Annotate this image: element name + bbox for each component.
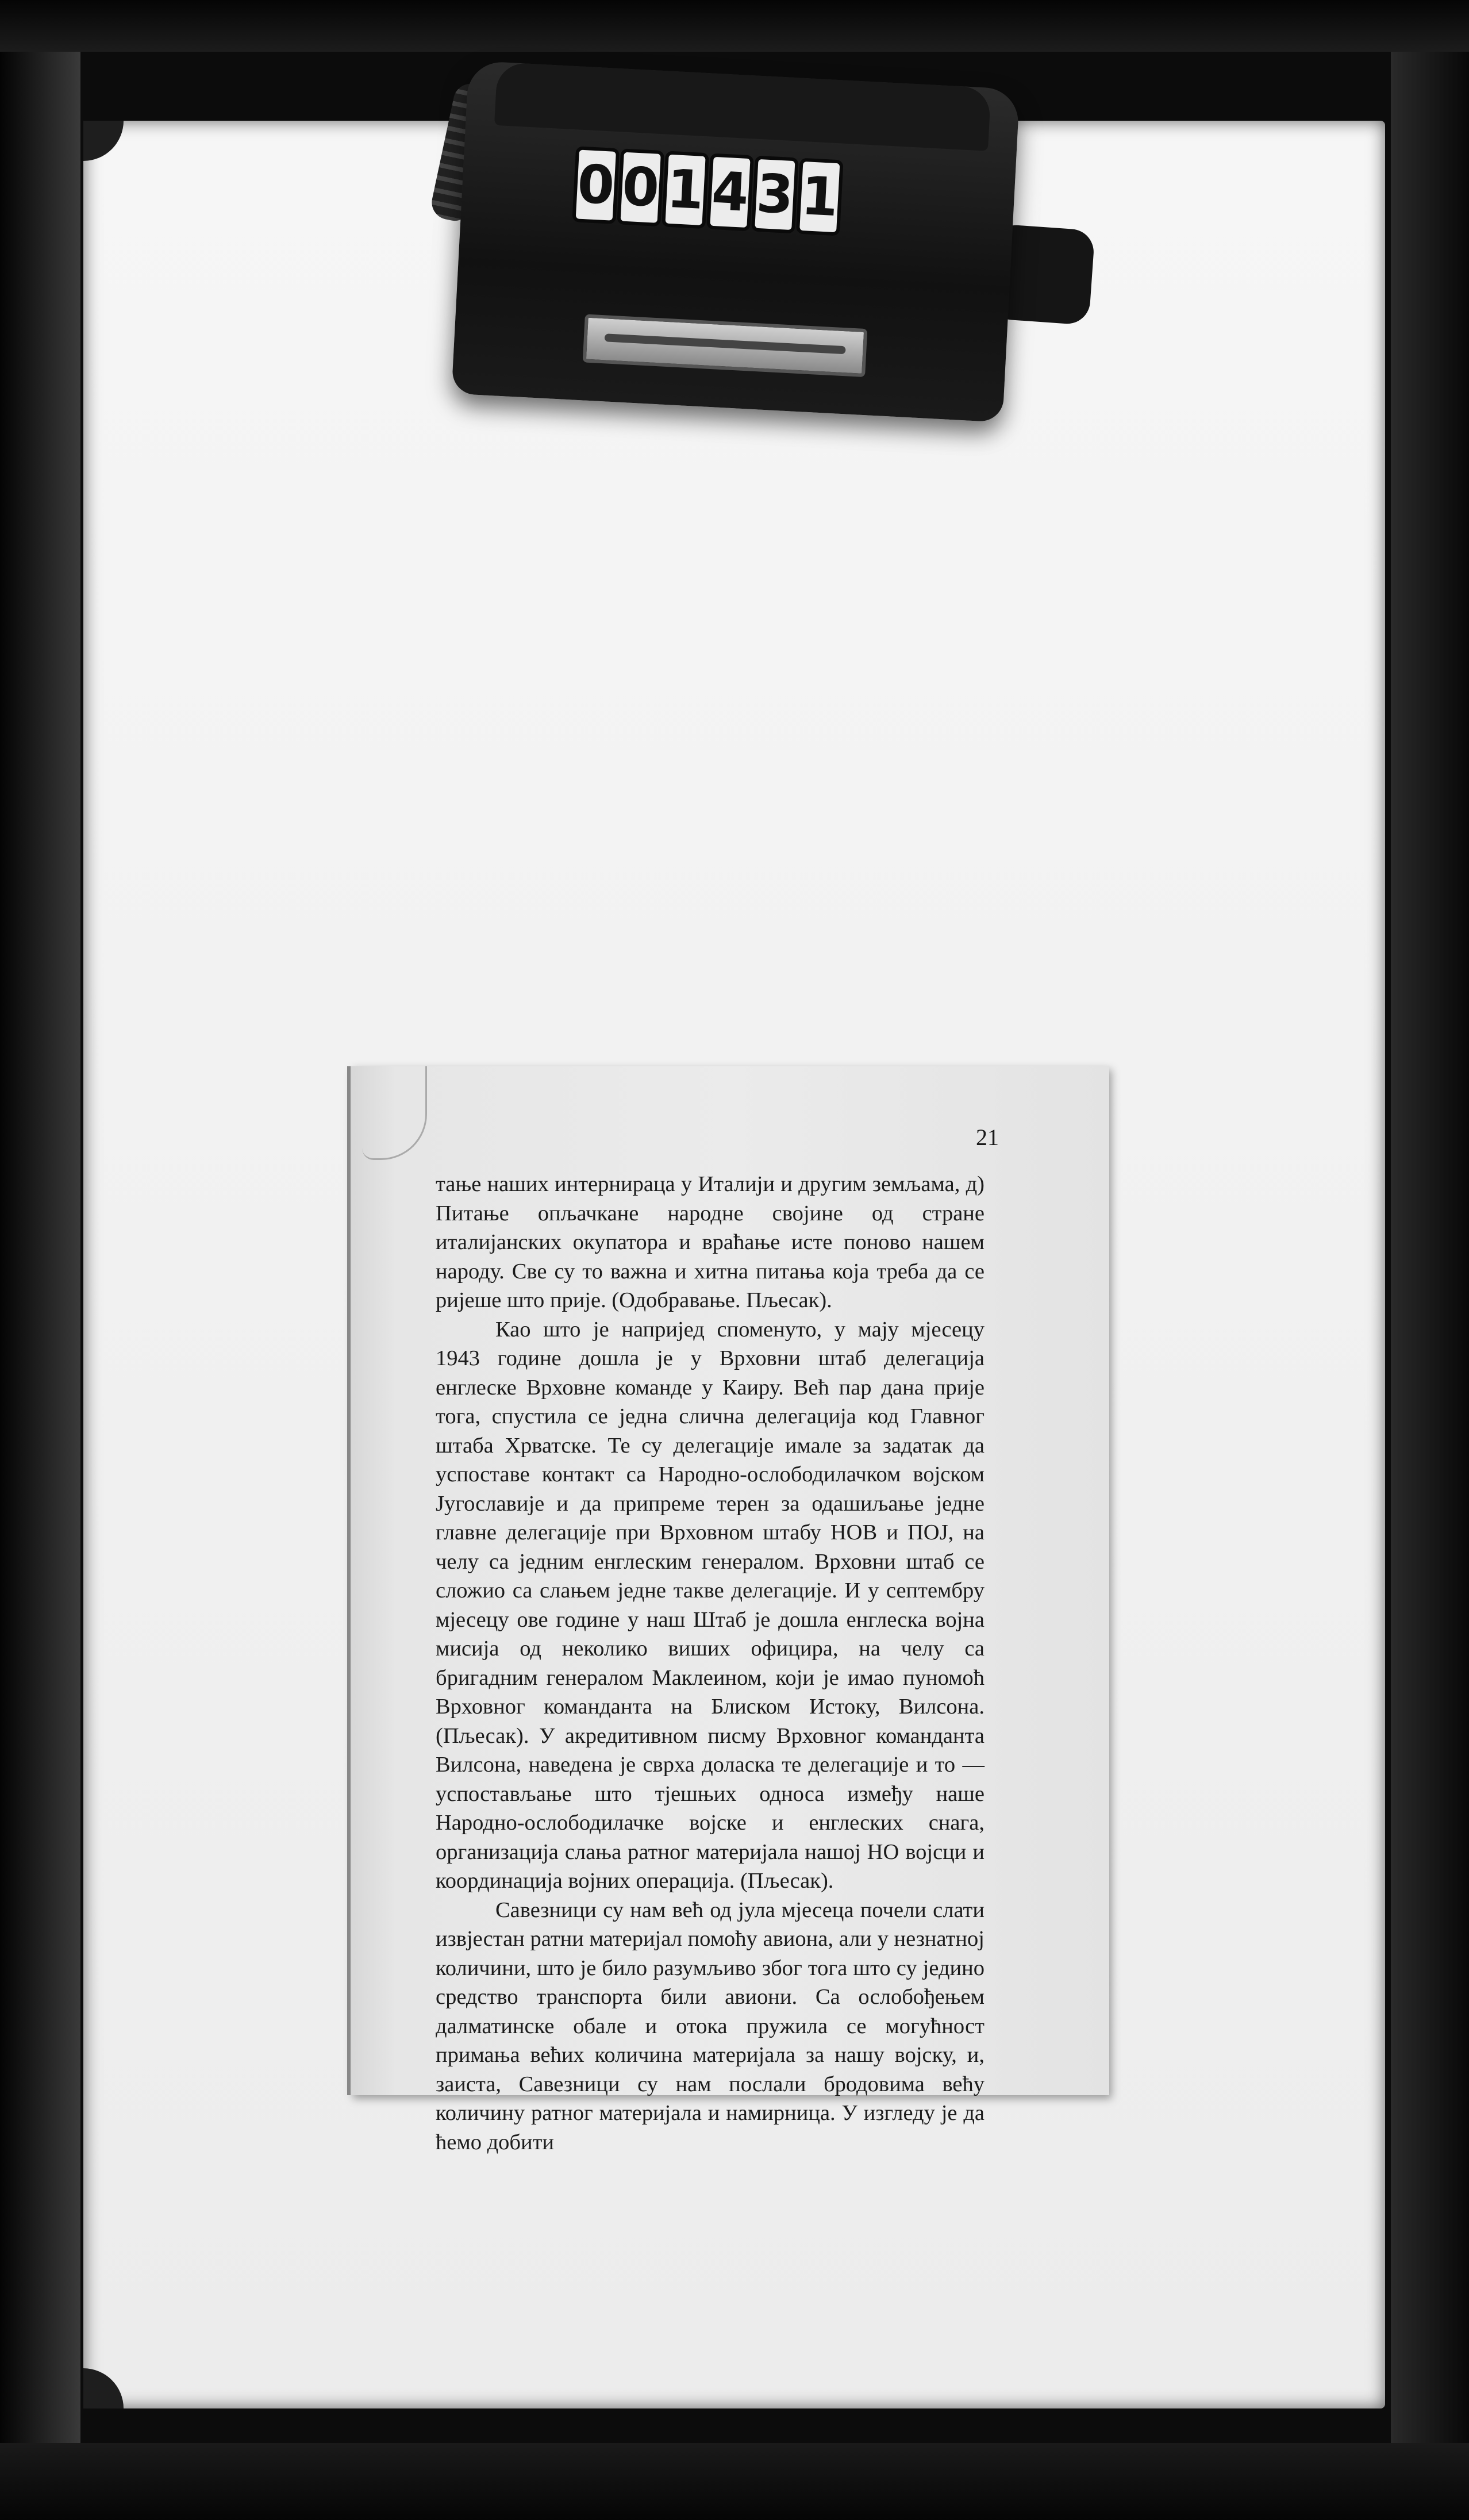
counter-digits: [576, 150, 840, 233]
page-body: [436, 1170, 985, 2157]
frame-counter: [451, 60, 1020, 422]
counter-nameplate: [583, 314, 868, 377]
page-torn-corner: [362, 1066, 427, 1160]
paragraph: Као што је напријед споменуто, у мају мјесецу 1943 године дошла је у Врховни штаб делегација енглеске Врховне команде у Каиру. Већ пар дана прије тога, спустила се једна слична делегација код Главног штаба Хрватске. Те су делегације имале за задатак да успоставе контакт са Народно-ослободилачком војском Југославије и да припреме терен за одашиљање једне главне делегације при Врховном штабу НОВ и ПОЈ, на челу са једним енглеским генералом. Врховни штаб се сложио са слањем једне такве делегације. И у септембру мјесецу ове године у наш Штаб је дошла енглеска војна мисија од неколико виших официра, на челу са бригадним генералом Маклеином, који је имао пуномоћ Врховног команданта на Блиском Истоку, Вилсона. (Пљесак). У акредитивном писму Врховног команданта Вилсона, наведена је сврха доласка те делегације и то — успостављање што тјешњих односа између наше Народно-ослободилачке војске и енглеских снага, организација слања ратног материјала нашој НО војсци и координација војних операција. (Пљесак).: [436, 1317, 985, 1893]
counter-digit: 0: [576, 150, 616, 221]
paragraph: тање наших интернираца у Италији и другим земљама, д) Питање опљачкане народне својине од стране италијанских окупатора и враћање исте поново нашем народу. Све су то важна и хитна питања која треба да се ријеше што прије. (Одобравање. Пљесак).: [436, 1172, 985, 1312]
counter-digit: 1: [799, 162, 840, 232]
counter-digit: 3: [755, 159, 795, 230]
counter-digit: 1: [665, 155, 705, 225]
film-edge-bottom: [0, 2443, 1469, 2520]
counter-digit: 0: [621, 152, 661, 223]
film-edge-top: [0, 0, 1469, 52]
page-number: 21: [976, 1124, 999, 1150]
paragraph: Савезници су нам већ од јула мјесеца почели слати извјестан ратни материјал помоћу авиона, али у незнатној количини, што је било разумљиво због тога што су једино средство транспорта били авиони. Са ослобођењем далматинске обале и отока пружила се могућност примања већих количина материјала за нашу војску, и, заиста, Савезници су нам послали бродовима већу количину ратног материјала и намирница. У изгледу је да ћемо добити: [436, 1897, 985, 2154]
counter-digit: 4: [710, 157, 750, 228]
book-page: [351, 1066, 1109, 2154]
film-edge-left: [0, 52, 80, 2443]
film-edge-right: [1391, 52, 1469, 2443]
counter-top-panel: [494, 62, 991, 151]
nameplate-slot: [605, 333, 846, 354]
